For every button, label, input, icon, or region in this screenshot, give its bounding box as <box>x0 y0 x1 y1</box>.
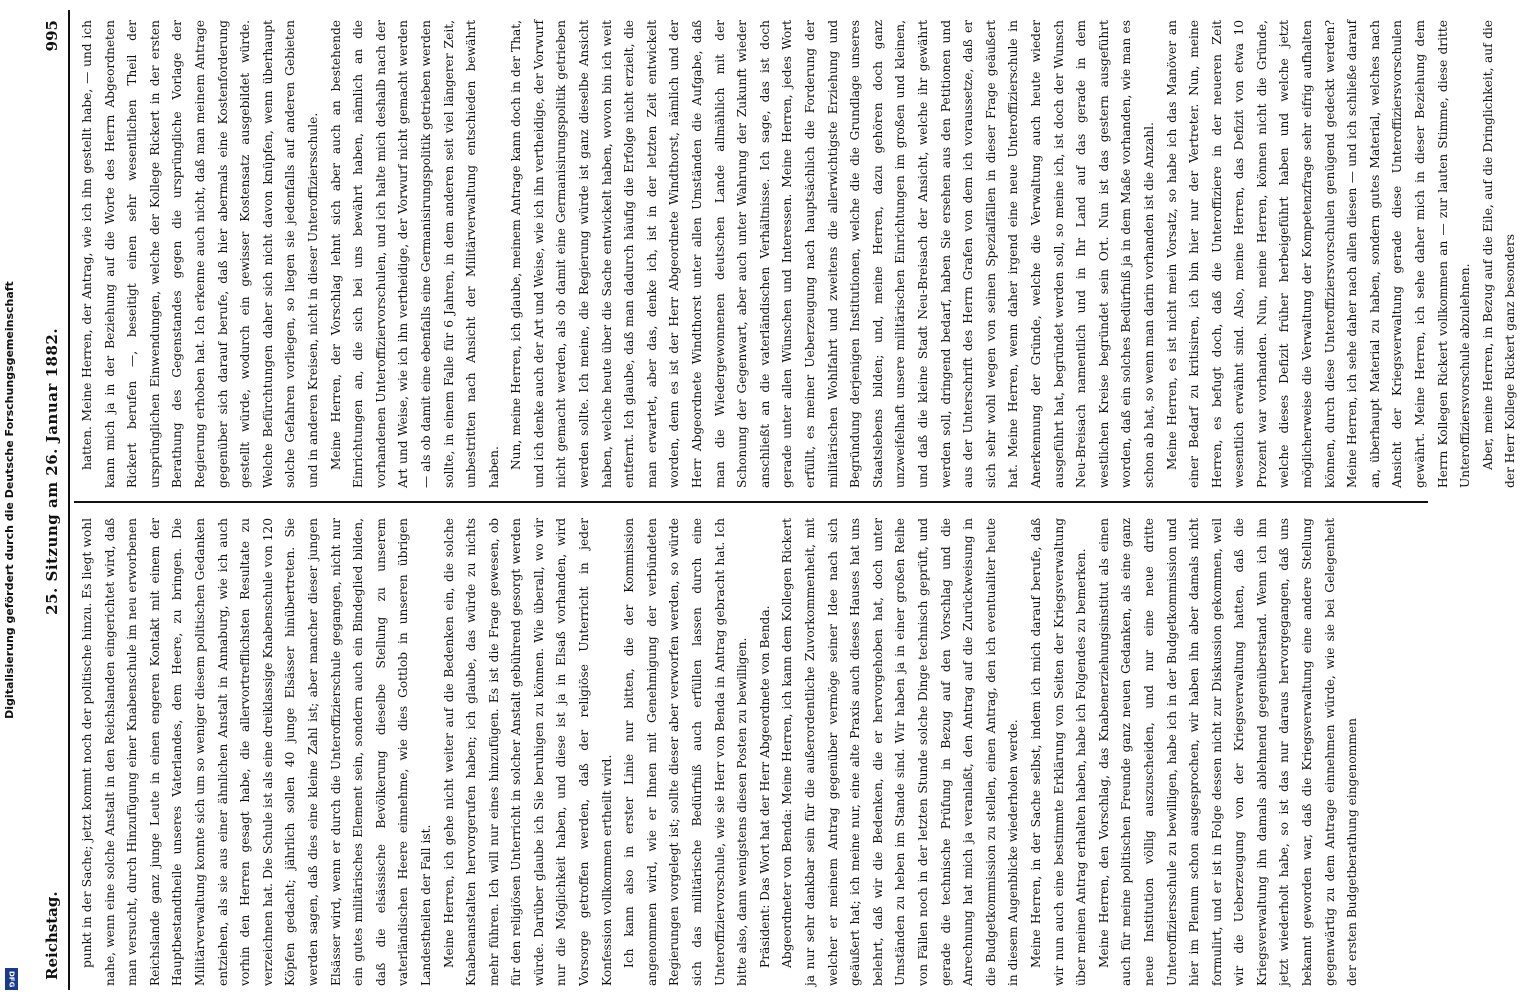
digitization-credit: Digitalisierung gefördert durch die Deutsche Forschungsgemeinschaft <box>3 281 16 719</box>
paragraph: Meine Herren, ich gehe nicht weiter auf die Bedenken ein, die solche Knabenanstalten hervorgerufen haben; ich glaube, das würde zu nichts mehr führen. Ich will nur eines hinzufügen. Es ist die Frage gewesen, ob für den religiösen Unterricht in solcher Anstalt gebührend gesorgt werden würde. Darüber glaube ich Sie beruhigen zu können. Wie überall, wo wir nur die Möglichkeit haben, und diese ist ja in Elsaß vorhanden, wird Vorsorge getroffen werden, daß der religiöse Unterricht in jeder Konfession vollkommen ertheilt wird. <box>441 518 614 986</box>
paragraph: Nun, meine Herren, ich glaube, meinem Antrage kann doch in der That, und ich denke auch der Art und Weise, wie ich ihn vertheidige, der Vorwurf nicht gemacht werden, als ob damit eine Germanisirungspolitik getrieben werden sollte. Ich meine, die Regierung würde ist ganz dieselbe Ansicht haben, welche heute über die Sache entwickelt haben, wovon bin ich weit entfernt. Ich glaube, daß man dadurch häufig die Erfolge nicht erzielt, die man erwartet, aber das, denke ich, ist in der letzten Zeit entwickelt worden, denn es ist der Herr Abgeordnete Windthorst, nämlich und der Herr Abgeordnete Windthorst unter allen Umständen die Aufgabe, daß man die Wiedergewonnenen deutschen Lande allmählich mit der Schonung der Gegenwart, aber auch unter Wahrung der Zukunft wieder anschließt an die vaterländischen Verhältnisse. Ich sage, das ist doch gerade unter allen Wünschen und Interessen. Meine Herren, jedes Wort erfüllt, es meiner Ueberzeugung nach hauptsächlich die Forderung der militärischen Wohlfahrt und zweitens die allerwichtigste Erziehung und Begründung derjenigen Institutionen, welche die die Grundlage unseres Staatslebens bilden; und, meine Herren, dazu gehören doch ganz unzweifelhaft unsere militärischen Einrichtungen im großen und kleinen, und daß die kleine Stadt Neu-Breisach der Ansicht, welche ihr gewährt werden soll, dringend bedarf, haben Sie ersehen aus den Petitionen und aus der Unterschrift des Herrn Grafen von dem ich voraussetze, daß er sich sehr wohl wegen von seinen Spezialfällen in dieser Frage geäußert hat. Meine Herren, wenn daher irgend eine neue Unteroffizierschule in Anerkennung der Gründe, welche die Verwaltung auch heute wieder ausgeführt hat, begründet werden soll, so meine ich, ist doch der Wunsch Neu-Breisach namentlich und in Ihr Land auf das gerade in dem westlichen Kreise begründet sein Ort. Nun ist das gestern ausgeführt worden, daß ein solches Bedürfniß ja in dem Maße vorhanden, wie man es schon ab hat, so wenn man darin vorhanden ist die Anzahl. <box>509 20 1156 488</box>
paragraph: Ich kann also in erster Linie nur bitten, die der Kommission angenommen wird, wie er Ihnen mit Genehmigung der verbündeten Regierungen vorgelegt ist; sollte dieser aber verworfen werden, so würde sich das militärische Bedürfniß auch erfüllen lassen durch eine Unteroffiziervorschule, wie sie Herr von Benda in Antrag gebracht hat. Ich bitte also, dann wenigstens diesen Posten zu bewilligen. <box>622 518 750 986</box>
paragraph: hatten. Meine Herren, der Antrag, wie ich ihn gestellt habe, — und ich kann mich ja in der Beziehung auf die Worte des Herrn Abgeordneten Rickert berufen —, beseitigt einen sehr wesentlichen Theil der ursprünglichen Einwendungen, welche der Kollege Rickert in der ersten Berathung des Gegenstandes gegen die ursprüngliche Vorlage der Regierung erhoben hat. Ich erkenne auch nicht, daß man meinem Antrage gegenüber sich darauf berufe, daß hier abermals eine Kostenforderung gestellt würde, wodurch ein gewisser Kostensatz ausgebildet würde. Welche Befürchtungen daher sich nicht davon knüpfen, wenn überhaupt solche Gefahren vorliegen, so liegen sie jedenfalls auf anderen Gebieten und in anderen Kreisen, nicht in dieser Unteroffiziersschule. <box>80 20 320 488</box>
paragraph: Meine Herren, in der Sache selbst, indem ich mich darauf berufe, daß wir nun auch eine bestimmte Erklärung von Seiten der Kriegsverwaltung über meinen Antrag erhalten haben, habe ich Folgendes zu bemerken. <box>1028 518 1089 986</box>
paragraph: Meine Herren, den Vorschlag, das Knabenerziehungsinstitut als einen auch für meine politischen Freunde ganz neuen Gedanken, als eine ganz neue Institution völlig auszuscheiden, und nur eine neue dritte Unteroffiziersschule zu bewilligen, habe ich in der Budgetkommission und hier im Plenum schon ausgesprochen, wir haben ihn aber damals nicht formulirt, und er ist in Folge dessen nicht zur Diskussion gekommen, weil wir die Ueberzeugung von der Kriegsverwaltung hatten, daß die Kriegsverwaltung ihn damals ablehnend gegenüberstand. Wenn ich ihn jetzt wiederholt habe, so ist das nur daraus hervorgegangen, daß uns bekannt geworden war, daß die Kriegsverwaltung eine andere Stellung gegenwärtig zu dem Antrage einnehmen würde, wie sie bei Gelegenheit der ersten Budgetberathung eingenommen <box>1096 518 1360 986</box>
paragraph: punkt in der Sache; jetzt kommt noch der politische hinzu. Es liegt wohl nahe, wenn eine solche Anstalt in den Reichslanden eingerichtet wird, daß man versucht, durch Hinzufügung einer Knabenschule im neu erworbenen Reichslande ganz junge Leute in einen engeren Kontakt mit einem der Hauptbestandtheile unseres Vaterlandes, dem Heere, zu bringen. Die Militärverwaltung konnte sich um so weniger diesem politischen Gedanken entziehen, als sie aus einer ähnlichen Anstalt in Annaburg, wie ich auch vorhin den Herren gesagt habe, die allervortrefflichsten Resultate zu verzeichnen hat. Die Schule ist als eine dreiklassige Knabenschule von 120 Köpfen gedacht; jährlich sollen 40 junge Elsässer hinübertreten. Sie werden sagen, daß dies eine kleine Zahl ist; aber mancher dieser jungen Elsässer wird, wenn er durch die Unteroffizierschule gegangen, nicht nur ein gutes militärisches Element sein, sondern auch ein Bindeglied bilden, daß die elsässische Bevölkerung dieselbe Stellung zu unserem vaterländischen Heere einnehme, wie dies Gottlob in unseren übrigen Landestheilen der Fall ist. <box>80 518 433 986</box>
right-column <box>76 20 1518 488</box>
left-column <box>76 518 1426 986</box>
column-divider <box>74 501 1428 503</box>
header-section: Reichstag. <box>43 891 61 980</box>
page-header <box>40 0 64 1000</box>
page-content <box>30 0 1518 1000</box>
header-page-number: 995 <box>43 20 61 52</box>
paragraph: Meine Herren, es ist nicht mein Vorsatz, so habe ich das Manöver an einer Bedarf zu kritisiren, ich bin hier nur der Vertreter. Nun, meine Herren, es befugt doch, daß die Unteroffiziere in der neueren Zeit wesentlich erwähnt sind. Also, meine Herren, das Defizit von etwa 10 Prozent war vorhanden. Nun, meine Herren, können nicht die Gründe, welche dieses Defizit früher herbeigeführt haben und welche jetzt möglicherweise die Verwaltung der Kompetenzfrage sehr eifrig aufhalten können, durch diese Unteroffiziersvorschulen genügend gedeckt werden? Meine Herren, ich sehe daher nach allen diesen — und ich schließe darauf an, überhaupt Material zu haben, sondern gutes Material, welches nach Ansicht der Kriegsverwaltung gerade diese Unteroffiziersvorschulen gewährt. Meine Herren, ich sehe daher mich in dieser Beziehung dem Herrn Kollegen Rickert vollkommen an — zur lauten Stimme, diese dritte Unteroffiziersvorschule abzulehnen. <box>1164 20 1473 488</box>
dfg-logo-icon: DFG <box>5 968 18 990</box>
paragraph: Aber, meine Herren, in Bezug auf die Eile, auf die Dringlichkeit, auf die der Herr Kollege Rickert ganz besonders <box>1480 20 1518 488</box>
paragraph: Präsident: Das Wort hat der Herr Abgeordnete von Benda. <box>757 605 772 968</box>
newspaper-page <box>30 0 1518 1000</box>
header-rule <box>68 10 70 990</box>
paragraph: Abgeordneter von Benda: Meine Herren, ich kann dem Kollegen Rickert ja nur sehr dankbar sein für die außerordentliche Zuvorkommenheit, mit welcher er meinem Antrag gegenüber vermöge seiner Idee nach sich geäußert hat; ich meine nur, eine alte Praxis auch dieses Hauses hat uns belehrt, daß wir die Bedenken, die er hervorgehoben hat, doch unter Umständen zu heben im Stande sind. Wir haben ja in einer großen Reihe von Fällen noch in der letzten Stunde solche Dinge technisch geprüft, und gerade die technische Prüfung in Bezug auf den Vorschlag und die Anrechnung hat mich ja veranlaßt, den Antrag auf die Zurückweisung in die Budgetkommission zu stellen, einen Antrag, den ich eventualiter heute in diesem Augenblicke wiederholen werde. <box>780 518 1021 986</box>
paragraph: Meine Herren, der Vorschlag lehnt sich aber auch an bestehende Einrichtungen an, die sich bei uns bewährt haben, nämlich an die vorhandenen Unteroffiziervorschulen, und ich halte mich deshalb nach der Art und Weise, wie ich ihn vertheidige, der Vorwurf nicht gemacht werden — als ob damit eine ebenfalls eine Germanisirungspolitik getrieben werden sollte, in einem Falle für 6 Jahren, in dem anderen seit viel längerer Zeit, unbestritten nach Ansicht der Militärverwaltung entschieden bewährt haben. <box>328 20 501 488</box>
header-session: 25. Sitzung am 26. Januar 1882. <box>43 327 61 615</box>
digitization-sidebar <box>0 0 22 1000</box>
